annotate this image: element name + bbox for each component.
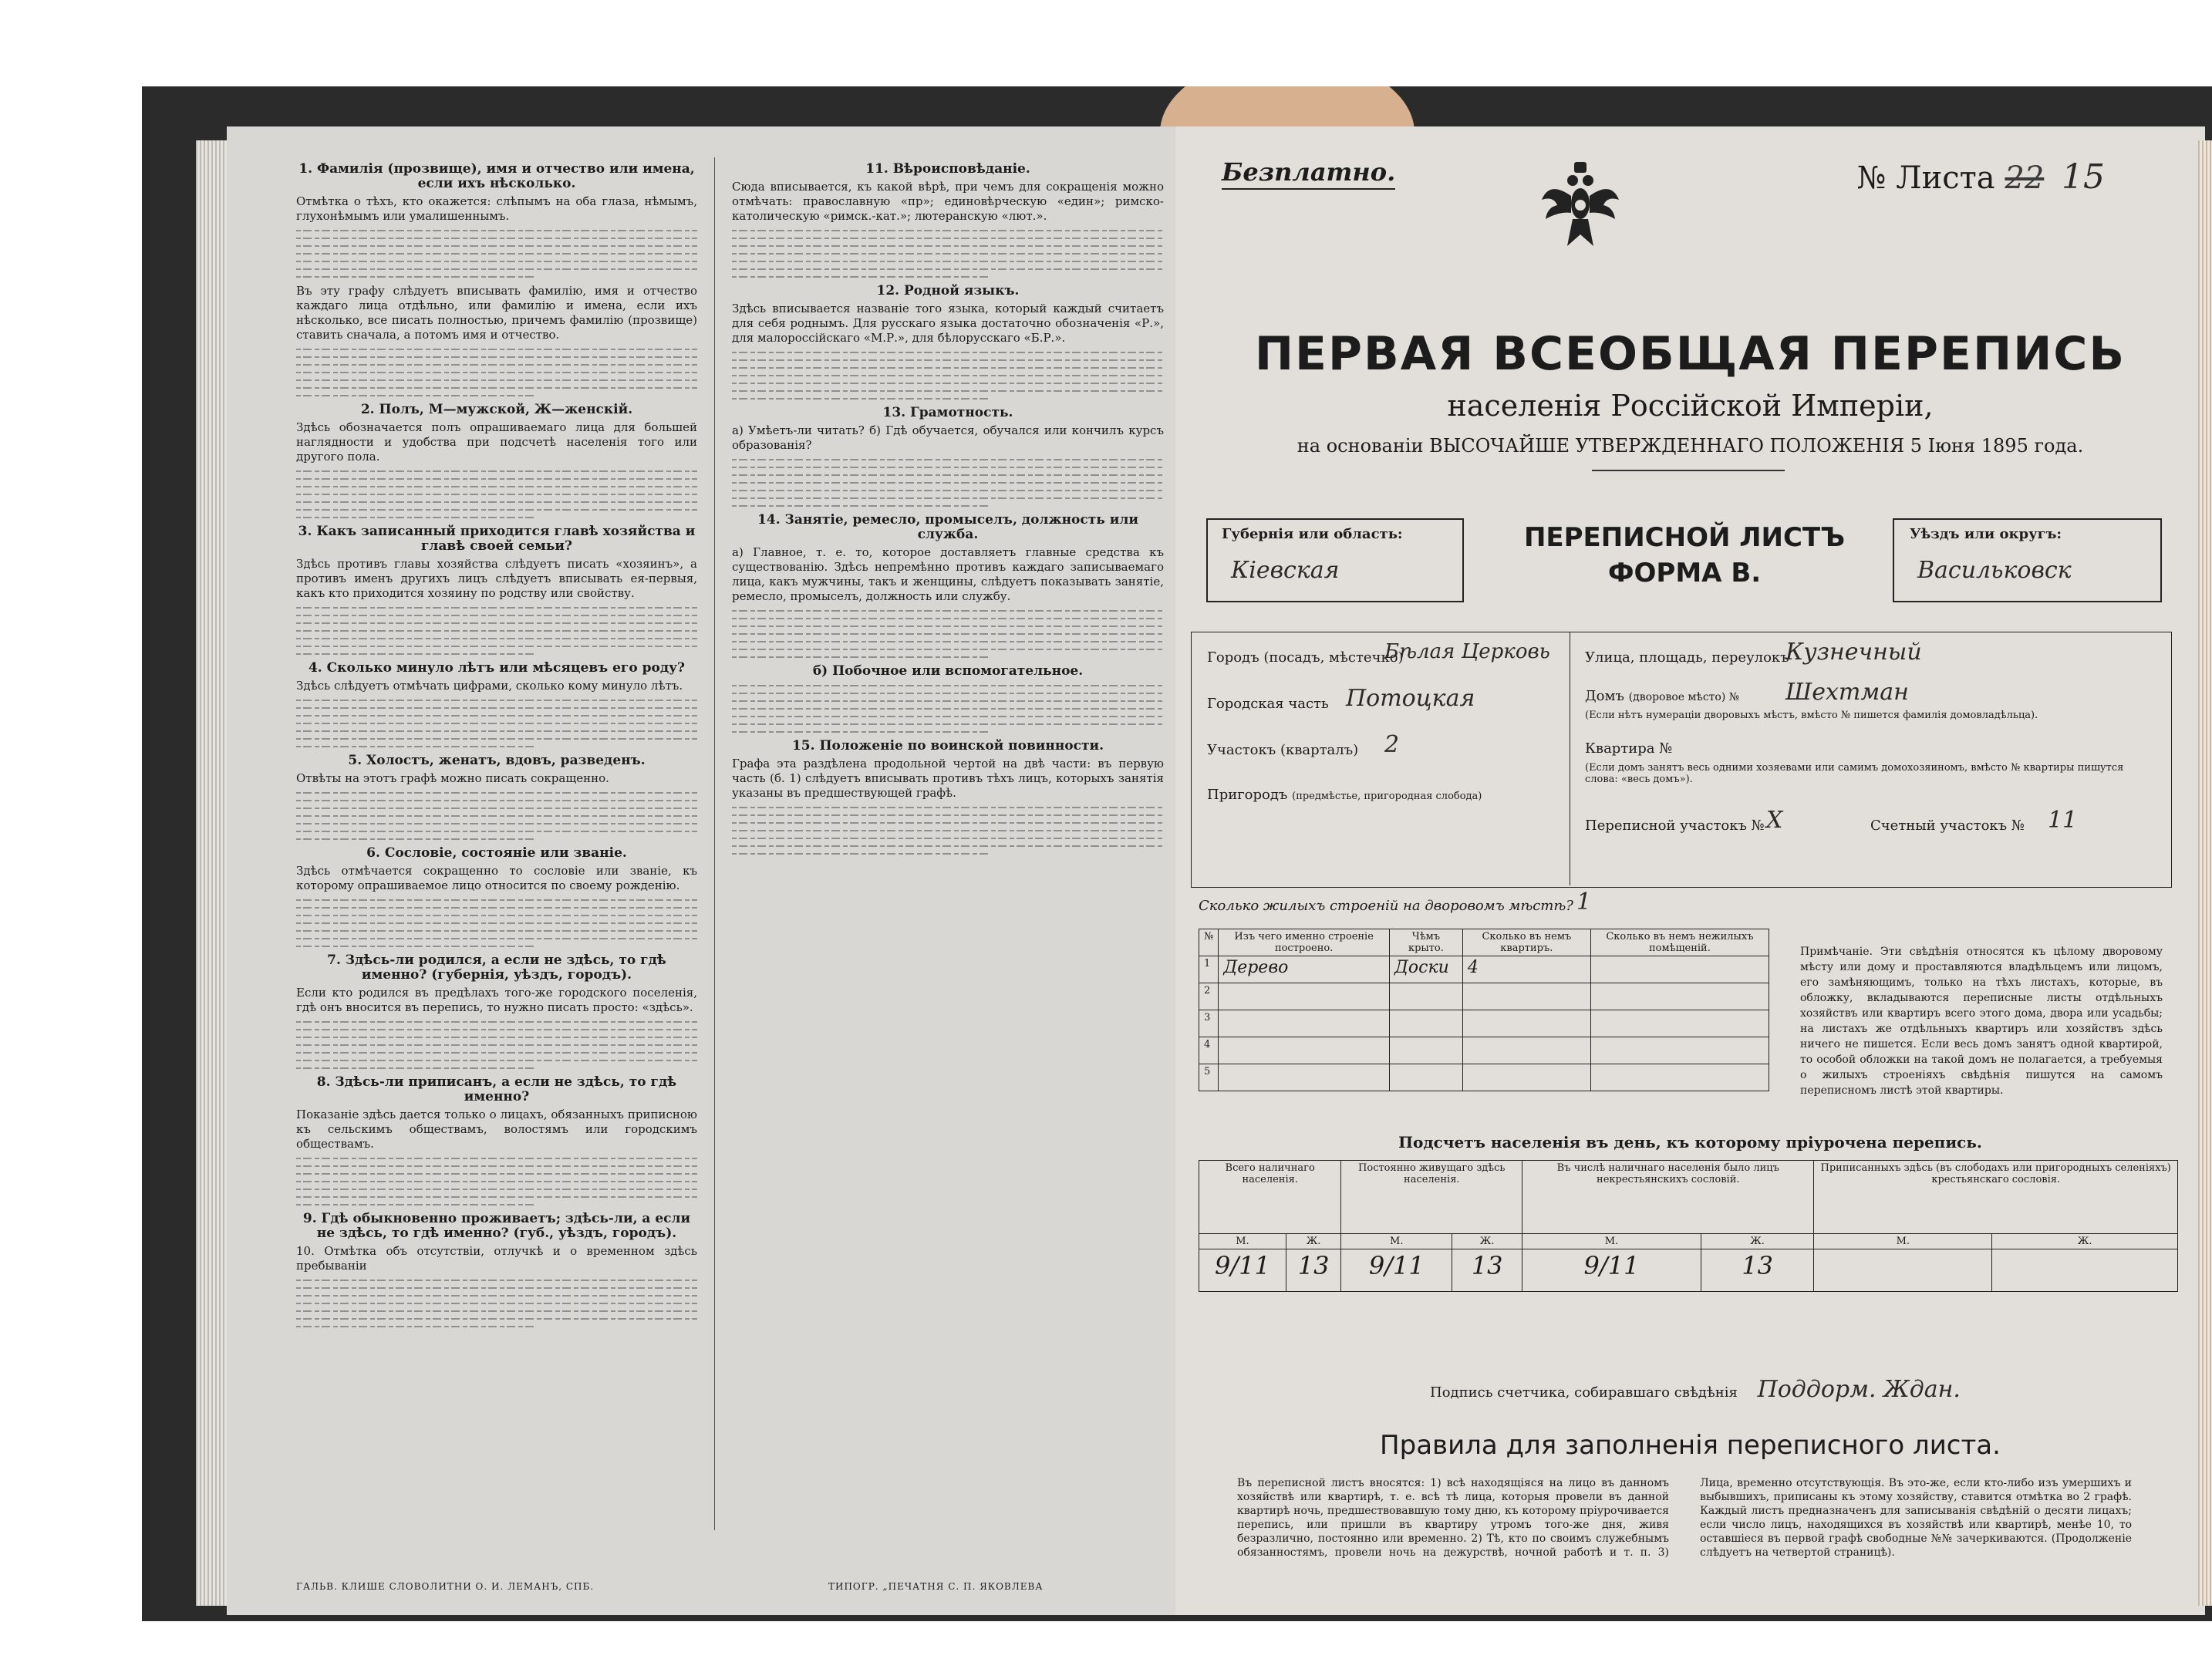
table-cell: 2: [1199, 983, 1219, 1010]
population-title: Подсчетъ населенія въ день, къ которому пріурочена перепись.: [1398, 1133, 1982, 1152]
print-texture-line: [296, 738, 697, 740]
gubernia-label: Губернія или область:: [1222, 526, 1403, 542]
signature-label: Подпись счетчика, собиравшаго свѣдѣнія: [1430, 1384, 1738, 1401]
census-title: ПЕРВАЯ ВСЕОБЩАЯ ПЕРЕПИСЬ: [1254, 327, 2126, 381]
buildings-question: Сколько жилыхъ строеній на дворовомъ мѣстѣ?: [1199, 898, 1573, 914]
column-separator: [714, 157, 715, 1530]
print-texture-line: [732, 830, 1164, 831]
instruction-heading: 2. Полъ, М—мужской, Ж—женскій.: [360, 402, 633, 417]
print-texture-line: [732, 375, 1164, 376]
print-texture-line: [732, 490, 1164, 491]
buildings-table-header: [1199, 929, 1769, 956]
print-texture-line: [296, 1303, 697, 1304]
print-texture-line: [296, 238, 697, 239]
print-texture-line: [732, 359, 1164, 361]
print-texture-line: [732, 807, 1164, 808]
print-texture-line: [296, 907, 697, 909]
instruction-text: 10. Отмѣтка объ отсутствіи, отлучкѣ и о временном здѣсь пребываніи: [296, 1244, 697, 1273]
instruction-heading: 6. Сословіе, состояніе или званіе.: [366, 845, 627, 861]
print-texture-line: [296, 1067, 537, 1069]
print-texture-line: [732, 390, 1164, 392]
population-table-header: [1199, 1161, 2178, 1234]
photo-background: [142, 86, 2212, 1621]
signature-value: Поддорм. Ждан.: [1757, 1376, 1961, 1403]
print-texture-line: [296, 1318, 697, 1320]
instruction-heading: 11. Вѣроисповѣданіе.: [865, 161, 1030, 177]
population-table-values: [1199, 1249, 2178, 1292]
table-cell: [1219, 1010, 1390, 1037]
print-texture-line: [296, 509, 697, 511]
sheet-number-label-text: № Листа: [1856, 160, 1995, 196]
left-footer-printer: ГАЛЬВ. КЛИШЕ СЛОВОЛИТНИ О. И. ЛЕМАНЪ, СПБ.: [296, 1581, 595, 1592]
print-texture-line: [296, 831, 697, 832]
street-value: Кузнечный: [1785, 639, 1922, 666]
population-value-cell: [1992, 1249, 2178, 1292]
print-texture-line: [732, 838, 1164, 839]
population-sex-cell: Ж.: [1701, 1234, 1814, 1249]
print-texture-line: [732, 708, 1164, 710]
print-texture-line: [732, 610, 1164, 612]
print-texture-line: [296, 1037, 697, 1038]
house-hint: (Если нѣтъ нумераціи дворовыхъ мѣстъ, вмѣсто № пишется фамилія домовладѣльца).: [1585, 710, 2038, 721]
instruction-text: Здѣсь обозначается полъ опрашиваемаго лица для большей наглядности и удобства при подсчетѣ населенія того или другого пола.: [296, 420, 697, 464]
print-texture-line: [732, 261, 1164, 262]
table-cell: 1: [1199, 956, 1219, 983]
print-texture-line: [296, 1196, 697, 1198]
print-texture-line: [732, 649, 1164, 650]
left-page-column-b: [732, 157, 1164, 861]
form-title-line2: ФОРМА В.: [1607, 558, 1762, 588]
table-row: [1199, 983, 1769, 1010]
house-note: (дворовое мѣсто) №: [1628, 691, 1740, 703]
left-footer-typography: ТИПОГР. „ПЕЧАТНЯ С. П. ЯКОВЛЕВА: [828, 1581, 1044, 1592]
print-texture-line: [296, 478, 697, 480]
population-value-cell: 9/11: [1341, 1249, 1452, 1292]
print-texture-line: [732, 459, 1164, 460]
print-texture-line: [732, 700, 1164, 702]
instruction-text: Показаніе здѣсь дается только о лицахъ, обязанныхъ приписною къ сельскимъ обществамъ, волостямъ или городскимъ обществамъ.: [296, 1108, 697, 1151]
table-cell: [1390, 983, 1463, 1010]
gubernia-value: Кіевская: [1231, 557, 1340, 584]
print-texture-line: [732, 853, 991, 855]
table-cell: 3: [1199, 1010, 1219, 1037]
instruction-text: Сюда вписывается, къ какой вѣрѣ, при чемъ для сокращенія можно отмѣчать: православную «пр»; единовѣрческую «един»; римско-католическую «римск.-кат.»; лютеранскую «лют.».: [732, 180, 1164, 223]
print-texture-line: [732, 238, 1164, 239]
house-label: [1585, 688, 1739, 704]
print-texture-line: [296, 808, 697, 809]
city-value: Бѣлая Церковь: [1384, 640, 1550, 663]
print-texture-line: [732, 693, 1164, 694]
print-texture-line: [296, 364, 697, 366]
form-title: [1507, 520, 1862, 591]
census-section-label: Переписной участокъ №: [1585, 818, 1765, 834]
print-texture-line: [732, 814, 1164, 816]
form-title-line1: ПЕРЕПИСНОЙ ЛИСТЪ: [1523, 522, 1846, 553]
print-texture-line: [732, 230, 1164, 231]
instruction-text: Графа эта раздѣлена продольной чертой на двѣ части: въ первую часть (б. 1) слѣдуетъ вписывать противъ тѣхъ лицъ, которыхъ занятія указаны въ предшествующей графѣ.: [732, 757, 1164, 800]
print-texture-line: [732, 245, 1164, 247]
table-cell: Дерево: [1219, 956, 1390, 983]
table-cell: [1590, 956, 1769, 983]
print-texture-line: [296, 230, 697, 231]
print-texture-line: [296, 938, 697, 939]
print-texture-line: [296, 1204, 537, 1205]
table-cell: 4: [1462, 956, 1590, 983]
print-texture-line: [296, 615, 697, 616]
print-texture-line: [296, 1181, 697, 1182]
print-texture-line: [296, 517, 537, 518]
print-texture-line: [732, 822, 1164, 824]
buildings-table-body: [1199, 956, 1769, 1091]
sheet-number-handwritten-2: 15: [2062, 157, 2105, 197]
buildings-table-header-cell: №: [1199, 929, 1219, 956]
instruction-heading: 4. Сколько минуло лѣтъ или мѣсяцевъ его роду?: [308, 660, 686, 676]
free-stamp: Безплатно.: [1222, 157, 1396, 187]
address-block: [1191, 632, 2172, 888]
population-value-cell: 9/11: [1522, 1249, 1701, 1292]
population-header-cell: Постоянно живущаго здѣсь населенія.: [1341, 1161, 1522, 1234]
population-sex-cell: Ж.: [1286, 1234, 1340, 1249]
print-texture-line: [296, 700, 697, 701]
table-cell: [1462, 983, 1590, 1010]
print-texture-line: [296, 268, 697, 270]
instruction-heading: 14. Занятіе, ремесло, промыселъ, должность или служба.: [757, 512, 1138, 542]
print-texture-line: [296, 638, 697, 639]
print-texture-line: [732, 474, 1164, 476]
census-subtitle: населенія Россійской Имперіи,: [1447, 389, 1934, 423]
print-texture-line: [732, 367, 1164, 369]
buildings-table-header-cell: Сколько въ немъ квартиръ.: [1462, 929, 1590, 956]
population-value-cell: 13: [1452, 1249, 1522, 1292]
city-part-value: Потоцкая: [1346, 685, 1475, 712]
instruction-text: а) Главное, т. е. то, которое доставляетъ главные средства къ существованію. Здѣсь непремѣнно противъ каждаго записываемаго лица, какъ мужчины, такъ и женщины, слѣдуетъ показывать занятіе, ремесло, промыселъ, должность или службу.: [732, 545, 1164, 603]
instruction-text: Если кто родился въ предѣлахъ того-же городского поселенія, гдѣ онъ вносится въ перепись, то нужно писать просто: «здѣсь».: [296, 986, 697, 1014]
apartment-label: Квартира №: [1585, 740, 1673, 757]
print-texture-line: [732, 505, 991, 507]
address-left-half: [1192, 632, 1570, 885]
print-texture-line: [732, 497, 1164, 499]
instruction-text: Отмѣтка о тѣхъ, кто окажется: слѣпымъ на оба глаза, нѣмымъ, глухонѣмымъ или умалишеннымъ.: [296, 194, 697, 223]
print-texture-line: [296, 838, 537, 840]
right-page: [1175, 126, 2205, 1615]
print-texture-line: [732, 685, 1164, 686]
print-texture-line: [296, 746, 537, 747]
print-texture-line: [296, 1326, 537, 1327]
print-texture-line: [732, 383, 1164, 384]
population-sex-cell: Ж.: [1452, 1234, 1522, 1249]
instruction-heading: 15. Положеніе по воинской повинности.: [791, 738, 1104, 754]
print-texture-line: [732, 253, 1164, 255]
instruction-text: а) Умѣетъ-ли читать? б) Гдѣ обучается, обучался или кончилъ курсъ образованія?: [732, 423, 1164, 452]
city-part-label: Городская часть: [1207, 696, 1329, 712]
print-texture-line: [296, 930, 697, 932]
population-sex-cell: Ж.: [1992, 1234, 2178, 1249]
print-texture-line: [296, 1060, 697, 1061]
table-cell: [1390, 1064, 1463, 1091]
street-label: Улица, площадь, переулокъ: [1585, 649, 1789, 666]
left-page-column-a: [296, 157, 697, 1334]
table-row: [1199, 956, 1769, 983]
print-texture-line: [732, 633, 1164, 635]
count-section-label: Счетный участокъ №: [1870, 818, 2025, 834]
instruction-text: Здѣсь слѣдуетъ отмѣчать цифрами, сколько кому минуло лѣтъ.: [296, 679, 683, 693]
print-texture-line: [732, 352, 1164, 353]
instruction-heading: 12. Родной языкъ.: [876, 283, 1020, 298]
print-texture-line: [296, 707, 697, 709]
table-cell: [1390, 1037, 1463, 1064]
table-row: [1199, 1037, 1769, 1064]
print-texture-line: [296, 276, 537, 278]
table-cell: [1590, 1064, 1769, 1091]
instruction-heading: б) Побочное или вспомогательное.: [812, 663, 1084, 679]
print-texture-line: [296, 1158, 697, 1159]
print-texture-line: [296, 607, 697, 609]
print-texture-line: [296, 1310, 697, 1312]
print-texture-line: [296, 630, 697, 632]
print-texture-line: [732, 625, 1164, 627]
print-texture-line: [296, 1173, 697, 1175]
suburb-note: (предмѣстье, пригородная слобода): [1292, 791, 1482, 802]
table-cell: [1219, 983, 1390, 1010]
print-texture-line: [732, 482, 1164, 484]
section-value: 2: [1384, 731, 1400, 758]
table-cell: [1462, 1037, 1590, 1064]
buildings-table: [1199, 929, 1769, 1091]
print-texture-line: [296, 1280, 697, 1281]
instruction-heading: 9. Гдѣ обыкновенно проживаетъ; здѣсь-ли, а если не здѣсь, то гдѣ именно? (губ., уѣздъ, городъ).: [302, 1211, 691, 1241]
print-texture-line: [296, 646, 697, 647]
print-texture-line: [296, 946, 537, 947]
print-texture-line: [732, 618, 1164, 619]
table-cell: [1390, 1010, 1463, 1037]
uezd-label: Уѣздъ или округъ:: [1910, 526, 2062, 542]
sheet-number-label: [1856, 157, 2105, 197]
population-value-cell: 9/11: [1199, 1249, 1286, 1292]
print-texture-line: [296, 379, 697, 381]
book-page-edges-right: [2198, 140, 2212, 1606]
instruction-heading: 7. Здѣсь-ли родился, а если не здѣсь, то гдѣ именно? (губернія, уѣздъ, городъ).: [327, 953, 666, 983]
print-texture-line: [296, 356, 697, 358]
print-texture-line: [296, 245, 697, 247]
population-value-cell: 13: [1286, 1249, 1340, 1292]
table-cell: [1219, 1064, 1390, 1091]
population-header-cell: Приписанныхъ здѣсь (въ слободахъ или пригородныхъ селеніяхъ) крестьянскаго сословія.: [1814, 1161, 2178, 1234]
uezd-value: Васильковск: [1917, 557, 2072, 584]
instruction-text: Въ эту графу слѣдуетъ вписывать фамилію, имя и отчество каждаго лица отдѣльно, или фамилію и имена, если ихъ нѣсколько, все писать полностью, причемъ фамилію (прозвище) ставить сначала, а потомъ имя и отчество.: [296, 284, 697, 342]
instruction-text: Здѣсь противъ главы хозяйства слѣдуетъ писать «хозяинъ», а противъ именъ другихъ лицъ слѣдуетъ вписывать ея-первыя, какъ кто приходится хозяину по родству или свойству.: [296, 557, 697, 600]
table-cell: Доски: [1390, 956, 1463, 983]
print-texture-line: [296, 501, 697, 503]
decree-line: на основаніи ВЫСОЧАЙШЕ УТВЕРЖДЕННАГО ПОЛОЖЕНІЯ 5 Іюня 1895 года.: [1297, 435, 2084, 457]
population-sex-cell: М.: [1199, 1234, 1286, 1249]
print-texture-line: [732, 723, 1164, 725]
print-texture-line: [296, 723, 697, 724]
print-texture-line: [296, 494, 697, 495]
uezd-box: [1893, 518, 2162, 602]
population-value-cell: [1814, 1249, 1992, 1292]
print-texture-line: [296, 470, 697, 472]
house-label-text: Домъ: [1585, 688, 1624, 704]
table-cell: 5: [1199, 1064, 1219, 1091]
print-texture-line: [296, 1021, 697, 1023]
sheet-number-handwritten: 22: [2005, 160, 2045, 196]
print-texture-line: [296, 486, 697, 487]
print-texture-line: [732, 845, 1164, 847]
table-cell: [1590, 983, 1769, 1010]
print-texture-line: [732, 716, 1164, 717]
table-row: [1199, 1064, 1769, 1091]
signature-line: [1430, 1376, 1961, 1403]
house-value: Шехтман: [1785, 679, 1909, 706]
suburb-label: [1207, 787, 1482, 803]
print-texture-line: [296, 1295, 697, 1297]
population-value-cell: 13: [1701, 1249, 1814, 1292]
print-texture-line: [296, 823, 697, 824]
population-sex-cell: М.: [1341, 1234, 1452, 1249]
buildings-table-header-cell: Сколько въ немъ нежилыхъ помѣщеній.: [1590, 929, 1769, 956]
print-texture-line: [296, 1287, 697, 1289]
instruction-heading: 1. Фамилія (прозвище), имя и отчество или имена, если ихъ нѣсколько.: [298, 161, 695, 191]
city-label: Городъ (посадъ, мѣстечко): [1207, 649, 1404, 666]
print-texture-line: [296, 395, 537, 396]
divider: [1592, 470, 1785, 471]
instruction-heading: 8. Здѣсь-ли приписанъ, а если не здѣсь, то гдѣ именно?: [316, 1074, 677, 1104]
buildings-note: Примѣчаніе. Эти свѣдѣнія относятся къ цѣлому дворовому мѣсту или дому и проставляются владѣльцемъ или лицомъ, его замѣняющимъ, только на тѣхъ листахъ, которые, въ обложку, вкладываются переписные листы отдѣльныхъ хозяйствъ или квартиръ всего этого дома, двора или усадьбы; на листахъ же отдѣльныхъ квартиръ или хозяйствъ здѣсь ничего не пишется. Если весь домъ занятъ одной квартирой, то особой обложки на такой домъ не полагается, а требуемыя о жилыхъ строеніяхъ свѣдѣнія пишутся на самомъ переписномъ листѣ этой квартиры.: [1800, 946, 2163, 1097]
table-cell: [1590, 1037, 1769, 1064]
gubernia-box: [1206, 518, 1464, 602]
print-texture-line: [732, 398, 991, 400]
buildings-table-header-cell: Изъ чего именно строеніе построено.: [1219, 929, 1390, 956]
print-texture-line: [296, 253, 697, 255]
print-texture-line: [296, 800, 697, 801]
print-texture-line: [296, 622, 697, 624]
print-texture-line: [296, 792, 697, 794]
census-section-value: Х: [1766, 807, 1783, 834]
apartment-hint: (Если домъ занятъ весь одними хозяевами или самимъ домохозяиномъ, вмѣсто № квартиры пишутся слова: «весь домъ»).: [1585, 762, 2124, 785]
print-texture-line: [732, 467, 1164, 468]
instruction-heading: 13. Грамотность.: [882, 405, 1013, 420]
rules-text: Въ переписной листъ вносятся: 1) всѣ находящіяся на лицо въ данномъ хозяйствѣ или квартирѣ, т. е. всѣ тѣ лица, которыя провели въ данной квартирѣ ночь, предшествовавшую тому дню, къ которому пріурочивается перепись, или пришли въ квартиру утромъ того-же дня, живя безразлично, постоянно или временно. 2) Тѣ, кто по своимъ служебнымъ обязанностямъ, провели ночь на дежурствѣ, ночной работѣ и т. п. 3) Лица, временно отсутствующія. Въ это-же, если кто-либо изъ умершихъ и выбывшихъ, приписаны къ этому хозяйству, ставится отмѣтка во 2 графѣ. Каждый листъ предназначенъ для записыванія свѣдѣній о десяти лицахъ; если число лицъ, находящихся въ хозяйствѣ или квартирѣ, менѣе 10, то оставшіеся въ первой графѣ свободные №№ зачеркиваются. (Продолженіе слѣдуетъ на четвертой страницѣ).: [1237, 1477, 2132, 1559]
print-texture-line: [296, 899, 697, 901]
print-texture-line: [296, 349, 697, 350]
print-texture-line: [296, 653, 537, 655]
print-texture-line: [296, 1044, 697, 1046]
print-texture-line: [732, 656, 991, 658]
buildings-table-header-cell: Чѣмъ крыто.: [1390, 929, 1463, 956]
print-texture-line: [732, 276, 991, 278]
print-texture-line: [296, 1165, 697, 1167]
suburb-label-text: Пригородъ: [1207, 787, 1288, 803]
print-texture-line: [296, 915, 697, 916]
population-header-cell: Всего наличнаго населенія.: [1199, 1161, 1341, 1234]
table-row: [1199, 1010, 1769, 1037]
population-table-mf: [1199, 1234, 2178, 1249]
print-texture-line: [296, 1029, 697, 1030]
instruction-text: Здѣсь вписывается названіе того языка, который каждый считаетъ для себя роднымъ. Для русскаго языка достаточно обозначенія «Р.», для малороссійскаго «М.Р.», для бѣлорусскаго «Б.Р.».: [732, 302, 1164, 345]
buildings-value: 1: [1576, 889, 1592, 915]
population-sex-cell: М.: [1522, 1234, 1701, 1249]
print-texture-line: [296, 387, 697, 389]
print-texture-line: [296, 715, 697, 717]
section-label: Участокъ (кварталъ): [1207, 742, 1359, 758]
left-page: [227, 126, 1175, 1615]
table-cell: [1590, 1010, 1769, 1037]
print-texture-line: [296, 730, 697, 732]
count-section-value: 11: [2048, 807, 2078, 834]
print-texture-line: [296, 922, 697, 924]
instruction-text: Отвѣты на этотъ графѣ можно писать сокращенно.: [296, 771, 609, 785]
rules-title: Правила для заполненія переписного листа.: [1380, 1430, 2001, 1461]
population-header-cell: Въ числѣ наличнаго населенія было лицъ некрестьянскихъ сословій.: [1522, 1161, 1814, 1234]
print-texture-line: [296, 1189, 697, 1190]
instruction-heading: 3. Какъ записанный приходится главѣ хозяйства и главѣ своей семьи?: [298, 524, 696, 554]
table-cell: 4: [1199, 1037, 1219, 1064]
print-texture-line: [296, 815, 697, 817]
print-texture-line: [732, 268, 1164, 270]
print-texture-line: [732, 641, 1164, 642]
print-texture-line: [296, 261, 697, 262]
instruction-text: Здѣсь отмѣчается сокращенно то сословіе или званіе, къ которому опрашиваемое лицо относится по своему рожденію.: [296, 864, 697, 892]
table-cell: [1462, 1010, 1590, 1037]
print-texture-line: [732, 731, 991, 733]
instruction-heading: 5. Холостъ, женатъ, вдовъ, разведенъ.: [348, 753, 646, 768]
table-cell: [1219, 1037, 1390, 1064]
population-sex-cell: М.: [1814, 1234, 1992, 1249]
print-texture-line: [296, 372, 697, 373]
print-texture-line: [296, 1052, 697, 1054]
population-table: [1199, 1160, 2178, 1292]
imperial-eagle-icon: [1538, 157, 1623, 258]
table-cell: [1462, 1064, 1590, 1091]
